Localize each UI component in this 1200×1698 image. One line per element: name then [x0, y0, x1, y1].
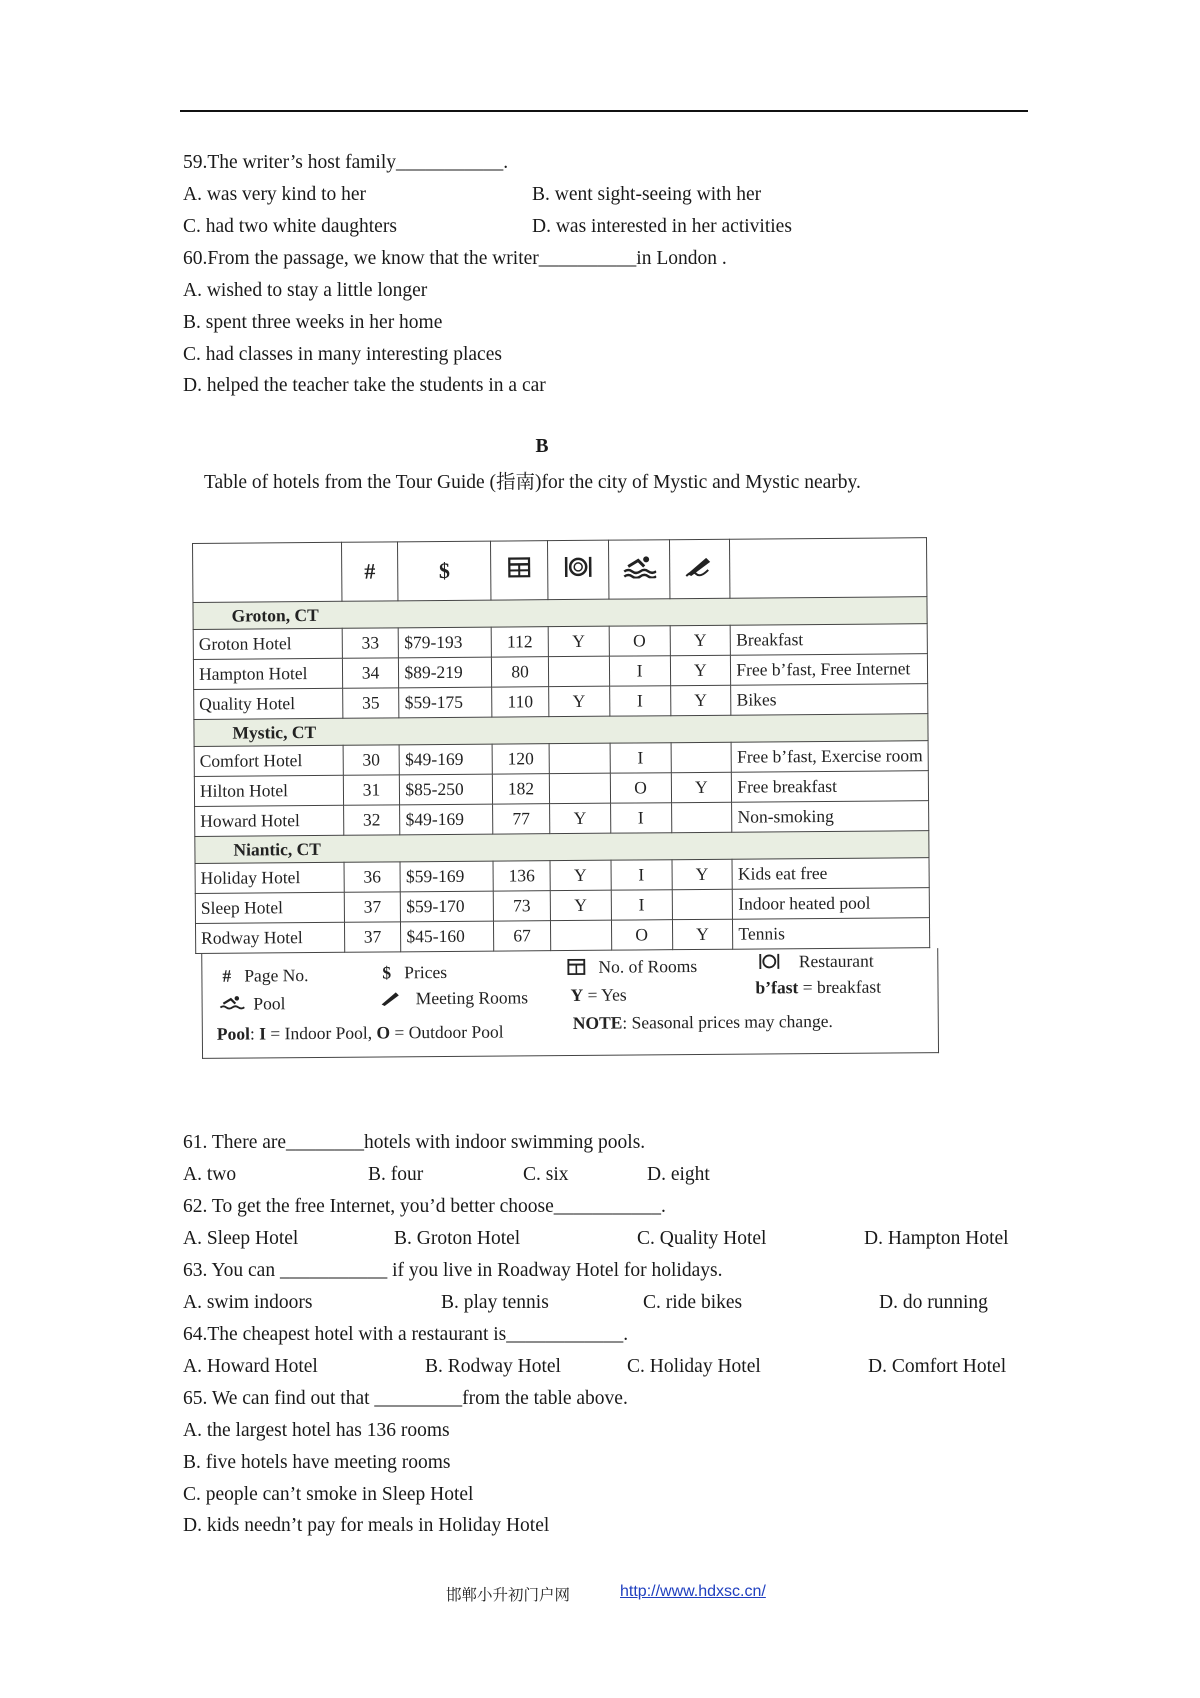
amenities: Indoor heated pool: [733, 888, 930, 920]
legend-restaurant: [757, 951, 874, 973]
restaurant-icon: [757, 952, 781, 970]
page-number-icon: #: [222, 965, 232, 986]
amenities: Bikes: [731, 684, 928, 716]
legend-label: No. of Rooms: [598, 955, 698, 977]
rooms-icon: [491, 541, 548, 600]
amenities: Non-smoking: [732, 801, 929, 833]
question-60-option-b: B. spent three weeks in her home: [183, 312, 443, 333]
page-number-icon: #: [341, 542, 398, 601]
price-range: $59-170: [401, 891, 494, 922]
room-count: 120: [492, 744, 549, 774]
question-62-option-d: D. Hampton Hotel: [864, 1228, 1009, 1249]
question-60-option-a: A. wished to stay a little longer: [183, 280, 428, 301]
pool-icon: [608, 540, 669, 599]
hotel-name: Hilton Hotel: [194, 775, 343, 806]
question-61-stem: 61. There are________hotels with indoor swimming pools.: [183, 1132, 646, 1153]
question-63-option-d: D. do running: [879, 1292, 988, 1313]
room-count: 77: [493, 804, 550, 834]
page-number: 31: [343, 775, 400, 805]
rooms-icon: [567, 959, 585, 975]
restaurant-flag: Y: [550, 860, 611, 890]
price-icon: $: [398, 541, 491, 601]
room-count: 80: [492, 657, 549, 687]
meeting-flag: Y: [672, 859, 733, 889]
question-64-option-d: D. Comfort Hotel: [868, 1356, 1007, 1377]
restaurant-flag: [549, 773, 610, 803]
legend-label: Prices: [404, 961, 448, 983]
hotel-name: Sleep Hotel: [195, 892, 344, 923]
table-legend: [201, 948, 939, 1059]
question-61-option-a: A. two: [183, 1164, 237, 1185]
legend-label: Restaurant: [798, 950, 874, 972]
section-letter: B: [535, 436, 549, 457]
room-count: 73: [493, 891, 550, 921]
hotel-name: Rodway Hotel: [195, 922, 344, 953]
question-59-option-a: A. was very kind to her: [183, 184, 367, 205]
meeting-rooms-icon: [379, 989, 403, 1007]
hotel-table-header-row: [193, 538, 927, 603]
question-61-option-b: B. four: [368, 1164, 424, 1185]
question-61-option-d: D. eight: [647, 1164, 710, 1185]
page-number: 35: [342, 688, 399, 718]
price-range: $85-250: [400, 774, 493, 805]
pool-icon: [219, 995, 245, 1013]
question-63-option-a: A. swim indoors: [183, 1292, 313, 1313]
hotel-name: Comfort Hotel: [194, 745, 343, 776]
hotel-name: Quality Hotel: [194, 688, 343, 719]
room-count: 112: [491, 627, 548, 657]
question-62-option-a: A. Sleep Hotel: [183, 1228, 299, 1249]
price-range: $49-169: [400, 804, 493, 835]
city-name: Groton, CT: [193, 597, 927, 630]
restaurant-flag: [548, 656, 609, 686]
city-name: Mystic, CT: [194, 714, 928, 747]
legend-bfast: b’fast = breakfast: [755, 976, 882, 998]
question-62-stem: 62. To get the free Internet, you’d better choose___________.: [183, 1196, 666, 1217]
price-range: $89-219: [399, 657, 492, 688]
price-range: $59-169: [400, 861, 493, 892]
question-64-option-a: A. Howard Hotel: [183, 1356, 318, 1377]
meeting-flag: Y: [672, 919, 733, 949]
hotel-name: Holiday Hotel: [195, 862, 344, 893]
pool-flag: O: [609, 626, 670, 656]
hotel-name: Groton Hotel: [193, 628, 342, 659]
legend-note: NOTE: Seasonal prices may change.: [572, 1010, 833, 1033]
section-intro: Table of hotels from the Tour Guide (指南)for the city of Mystic and Mystic nearby.: [204, 472, 861, 493]
legend-label: = Yes: [587, 984, 627, 1005]
price-range: $49-169: [399, 744, 492, 775]
question-65-option-b: B. five hotels have meeting rooms: [183, 1452, 451, 1473]
restaurant-flag: [550, 920, 611, 950]
question-65-stem: 65. We can find out that _________from the table above.: [183, 1388, 628, 1409]
amenities: Breakfast: [731, 624, 928, 656]
amenities: Free breakfast: [732, 771, 929, 803]
legend-prices: [382, 962, 447, 984]
footer-url-link[interactable]: http://www.hdxsc.cn/: [620, 1583, 766, 1600]
question-60-stem: 60.From the passage, we know that the writer__________in London .: [183, 248, 727, 269]
question-59-option-c: C. had two white daughters: [183, 216, 397, 237]
pool-flag: O: [610, 773, 671, 803]
legend-label: Pool: [253, 993, 286, 1014]
footer-site-name: 邯郸小升初门户网: [446, 1586, 571, 1604]
restaurant-icon: [547, 540, 608, 599]
pool-flag: I: [611, 860, 672, 890]
header-blank: [193, 542, 342, 602]
restaurant-flag: Y: [549, 686, 610, 716]
page-number: 34: [342, 658, 399, 688]
pool-flag: I: [609, 686, 670, 716]
pool-flag: I: [609, 656, 670, 686]
question-60-option-c: C. had classes in many interesting places: [183, 344, 502, 365]
question-65-option-c: C. people can’t smoke in Sleep Hotel: [183, 1484, 474, 1505]
question-64-option-b: B. Rodway Hotel: [425, 1356, 561, 1377]
meeting-flag: [671, 742, 732, 772]
price-range: $79-193: [399, 627, 492, 658]
restaurant-flag: [549, 743, 610, 773]
meeting-flag: [671, 802, 732, 832]
room-count: 136: [493, 861, 550, 891]
question-59-option-b: B. went sight-seeing with her: [532, 184, 762, 205]
page-number: 37: [344, 922, 401, 952]
legend-yes: Y = Yes: [570, 984, 627, 1005]
amenities: Free b’fast, Free Internet: [731, 654, 928, 686]
meeting-flag: [672, 889, 733, 919]
room-count: 67: [494, 921, 551, 951]
legend-label: = Indoor Pool,: [270, 1022, 373, 1044]
question-61-option-c: C. six: [523, 1164, 569, 1185]
restaurant-flag: Y: [549, 803, 610, 833]
page-number: 30: [343, 745, 400, 775]
legend-meeting: [379, 987, 529, 1009]
meeting-flag: Y: [671, 772, 732, 802]
meeting-flag: Y: [670, 625, 731, 655]
question-62-option-c: C. Quality Hotel: [637, 1228, 767, 1249]
legend-page-no: [222, 965, 308, 987]
hotel-name: Howard Hotel: [195, 805, 344, 836]
price-range: $59-175: [399, 687, 492, 718]
question-64-stem: 64.The cheapest hotel with a restaurant is____________.: [183, 1324, 629, 1345]
question-63-option-c: C. ride bikes: [643, 1292, 743, 1313]
question-63-option-b: B. play tennis: [441, 1292, 549, 1313]
legend-rooms: [567, 956, 697, 978]
legend-label: Page No.: [244, 965, 309, 986]
page-number: 32: [343, 805, 400, 835]
amenities: Free b’fast, Exercise room: [731, 741, 928, 773]
amenities: Kids eat free: [732, 858, 929, 890]
question-65-option-a: A. the largest hotel has 136 rooms: [183, 1420, 450, 1441]
pool-flag: I: [610, 803, 671, 833]
price-icon: $: [382, 962, 392, 983]
restaurant-flag: Y: [550, 890, 611, 920]
city-name: Niantic, CT: [195, 831, 929, 864]
legend-label: = breakfast: [802, 976, 882, 998]
meeting-rooms-icon: [669, 539, 730, 598]
header-amenities-blank: [730, 538, 927, 599]
question-65-option-d: D. kids needn’t pay for meals in Holiday Hotel: [183, 1515, 550, 1536]
question-64-option-c: C. Holiday Hotel: [627, 1356, 761, 1377]
header-rule: [180, 110, 1028, 112]
amenities: Tennis: [733, 918, 930, 950]
question-63-stem: 63. You can ___________ if you live in Roadway Hotel for holidays.: [183, 1260, 723, 1281]
room-count: 110: [492, 687, 549, 717]
question-59-stem: 59.The writer’s host family___________.: [183, 152, 509, 173]
legend-pool: [219, 993, 286, 1015]
hotel-table: [192, 537, 930, 954]
legend-label: = Outdoor Pool: [394, 1021, 504, 1043]
meeting-flag: Y: [670, 655, 731, 685]
price-range: $45-160: [401, 921, 494, 952]
question-59-option-d: D. was interested in her activities: [532, 216, 792, 237]
restaurant-flag: Y: [548, 626, 609, 656]
question-60-option-d: D. helped the teacher take the students in a car: [183, 375, 546, 396]
legend-pool-key: Pool: I = Indoor Pool, O = Outdoor Pool: [216, 1021, 504, 1044]
pool-flag: I: [611, 890, 672, 920]
page-number: 33: [342, 628, 399, 658]
page-number: 37: [344, 892, 401, 922]
pool-flag: I: [610, 743, 671, 773]
hotel-table-figure: [186, 537, 944, 1099]
legend-label: Meeting Rooms: [415, 987, 529, 1009]
pool-flag: O: [611, 920, 672, 950]
page-number: 36: [344, 862, 401, 892]
hotel-name: Hampton Hotel: [193, 658, 342, 689]
meeting-flag: Y: [670, 685, 731, 715]
question-62-option-b: B. Groton Hotel: [394, 1228, 521, 1249]
legend-label: : Seasonal prices may change.: [622, 1010, 833, 1033]
room-count: 182: [492, 774, 549, 804]
